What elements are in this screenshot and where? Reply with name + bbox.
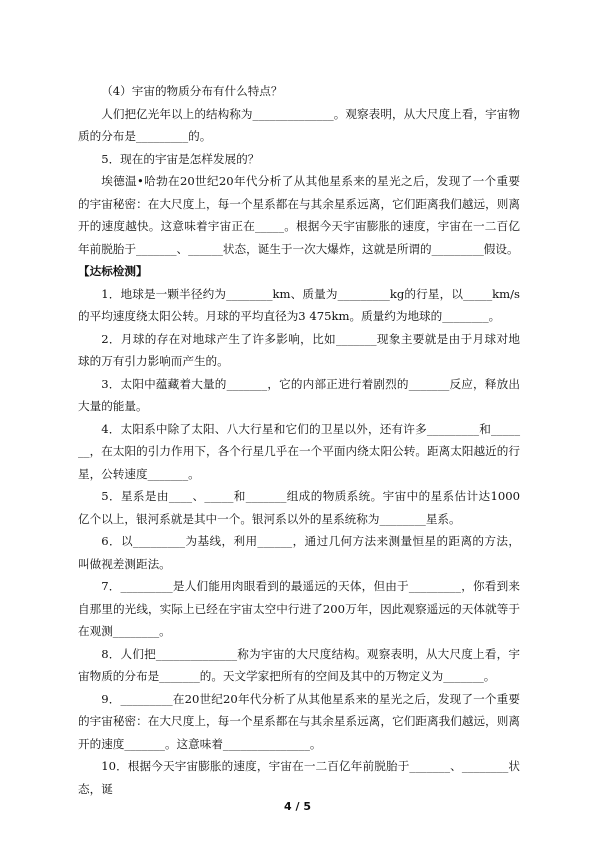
test-item-10: 10．根据今天宇宙膨胀的速度，宇宙在一二百亿年前脱胎于_______、________状态，诞	[78, 759, 520, 796]
question-5-text: 埃德温•哈勃在20世纪20年代分析了从其他星系来的星光之后，发现了一个重要的宇宙秘密：在大尺度上，每一个星系都在与其余星系远离，它们距离我们越远，则离开的速度越快。这意味着宇宙正在_____。根据今天宇宙膨胀的速度，宇宙在一二百亿年前脱胎于_______、______状态，诞生于一次大爆炸，这就是所谓的_________假设。	[78, 174, 520, 256]
test-item-5: 5．星系是由____、_____和_______组成的物质系统。宇宙中的星系估计达1000亿个以上，银河系就是其中一个。银河系以外的星系统称为________星系。	[78, 489, 520, 526]
test-item-3: 3．太阳中蕴藏着大量的_______，它的内部正进行着剧烈的_______反应，释放出大量的能量。	[78, 376, 520, 413]
question-4-title: （4）宇宙的物质分布有什么特点？	[101, 84, 283, 98]
test-item-9: 9．_________在20世纪20年代分析了从其他星系来的星光之后，发现了一个重要的宇宙秘密：在大尺度上，每一个星系都在与其余星系远离，它们距离我们越远，则离开的速度_______。这意味着_______________。	[78, 691, 520, 751]
question-4-text: 人们把亿光年以上的结构称为______________。观察表明，从大尺度上看，宇宙物质的分布是_________的。	[78, 106, 520, 143]
question-5-title: 5．现在的宇宙是怎样发展的？	[101, 151, 260, 166]
test-item-2: 2．月球的存在对地球产生了许多影响，比如_______现象主要就是由于月球对地球的万有引力影响而产生的。	[78, 331, 520, 368]
test-item-6: 6．以_________为基线，利用______，通过几何方法来测量恒星的距离的方法，叫做视差测距法。	[78, 534, 520, 571]
test-item-1: 1．地球是一颗半径约为________km、质量为_________kg的行星，以_____km/s的平均速度绕太阳公转。月球的平均直径为3 475km。质量约为地球的________。	[78, 286, 520, 323]
page-content	[78, 80, 520, 800]
test-item-4: 4．太阳系中除了太阳、八大行星和它们的卫星以外，还有许多_________和_______，在太阳的引力作用下，各个行星几乎在一个平面内绕太阳公转。距离太阳越近的行星，公转速度_______。	[78, 421, 520, 481]
page-number: 4 / 5	[284, 800, 311, 813]
test-item-8: 8．人们把______________称为宇宙的大尺度结构。观察表明，从大尺度上看，宇宙物质的分布是_______的。天文学家把所有的空间及其中的万物定义为_______。	[78, 646, 520, 683]
test-item-7: 7．_________是人们能用肉眼看到的最遥远的天体，但由于_________，你看到来自那里的光线，实际上已经在宇宙太空中行进了200万年，因此观察遥远的天体就等于在观测________。	[78, 579, 520, 638]
section-title: 【达标检测】	[78, 264, 148, 278]
